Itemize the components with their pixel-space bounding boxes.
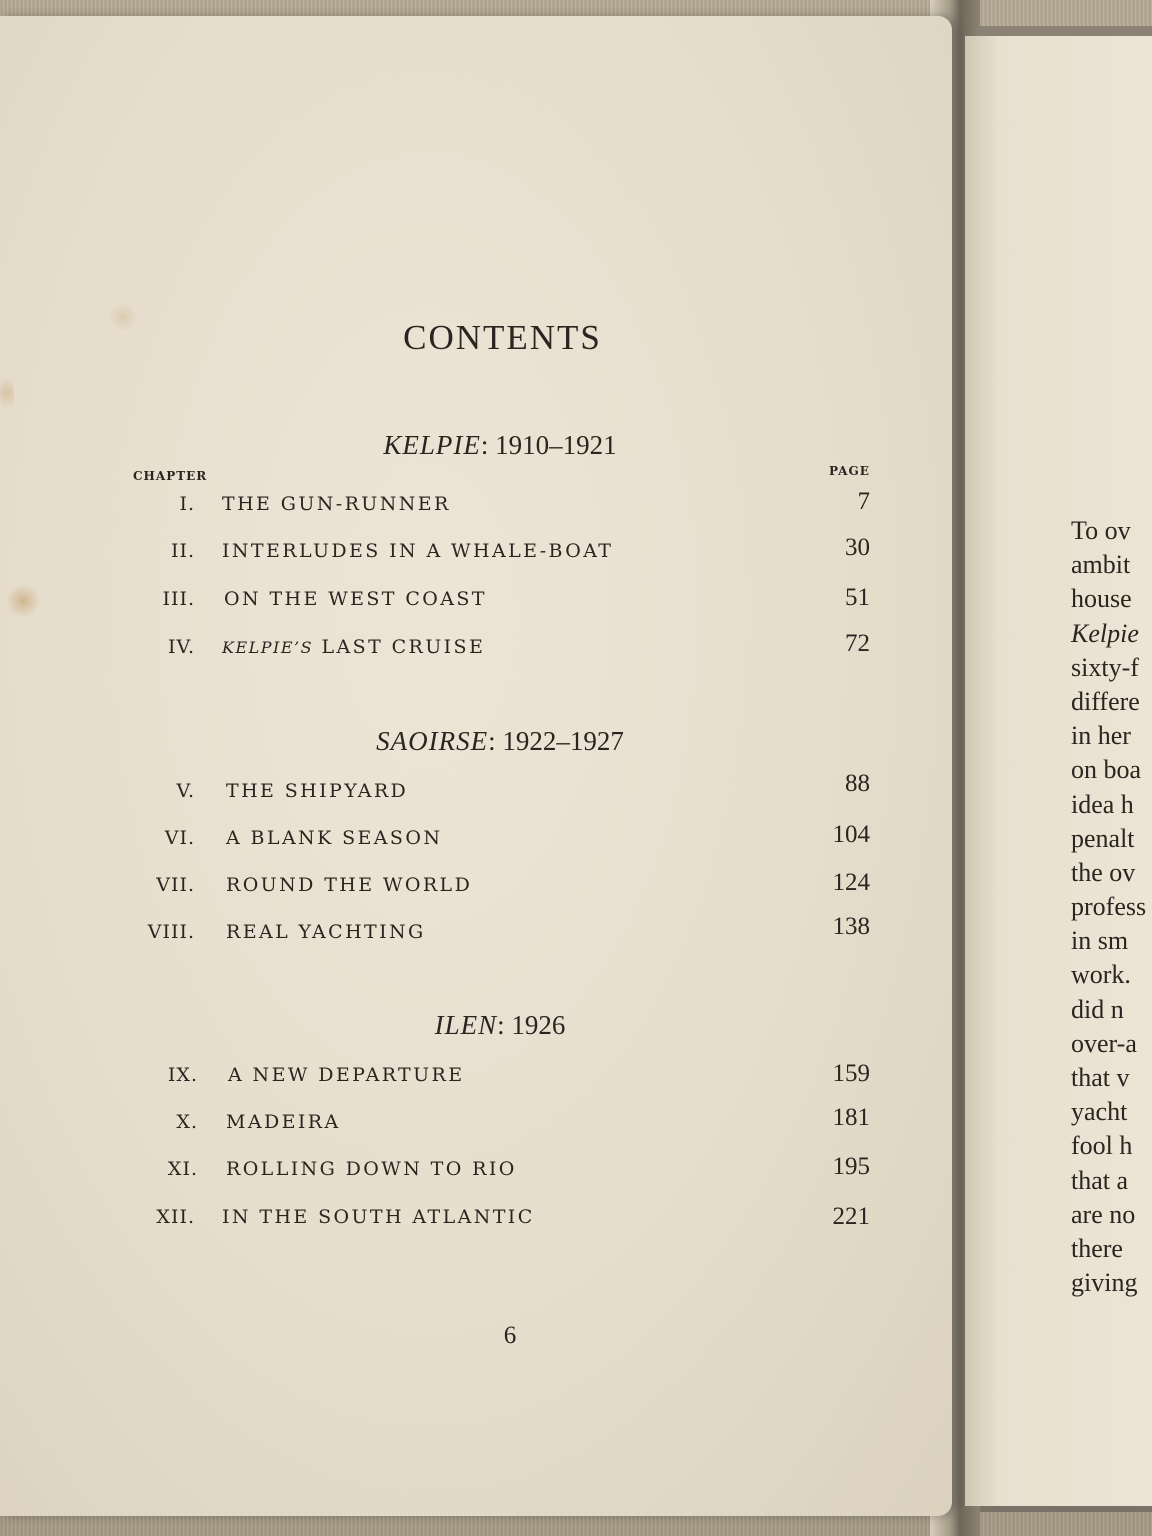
foxing-spot (0, 372, 14, 414)
text-line: in her (1071, 721, 1131, 751)
contents-page (0, 16, 952, 1516)
text-line: over-a (1071, 1028, 1137, 1058)
chapter-title: INTERLUDES IN A WHALE-BOAT (222, 540, 614, 562)
chapter-title: THE GUN-RUNNER (222, 493, 451, 515)
text-line: idea h (1071, 789, 1134, 819)
text-line: ambit (1071, 550, 1131, 580)
page-column-label: PAGE (829, 464, 870, 478)
page-number: 159 (832, 1060, 870, 1087)
page-number: 88 (845, 770, 870, 797)
text-line: profess (1071, 892, 1147, 922)
chapter-number: VIII. (147, 921, 195, 943)
chapter-title: ROLLING DOWN TO RIO (226, 1158, 517, 1180)
text-line: house (1071, 584, 1132, 614)
page-number: 30 (845, 534, 870, 561)
chapter-column-label: CHAPTER (133, 469, 208, 483)
text-line: differe (1071, 686, 1140, 716)
page-number: 104 (832, 821, 870, 848)
page-number: 124 (832, 869, 870, 896)
ship-name: SAOIRSE (376, 726, 489, 756)
separator: : (488, 726, 496, 756)
chapter-title: THE SHIPYARD (226, 780, 409, 802)
chapter-number: I. (179, 493, 195, 515)
separator: : (497, 1010, 505, 1040)
chapter-title: IN THE SOUTH ATLANTIC (222, 1206, 535, 1228)
years: 1922–1927 (502, 726, 624, 756)
text-line: penalt (1071, 823, 1135, 853)
chapter-title: ON THE WEST COAST (224, 588, 487, 610)
page-number: 138 (832, 913, 870, 940)
page-number: 195 (832, 1153, 870, 1180)
section-heading-saoirse (280, 726, 720, 757)
page-number: 181 (832, 1104, 870, 1131)
facing-page-text (1071, 514, 1152, 1300)
text-line: that a (1071, 1165, 1129, 1195)
text-line: on boa (1071, 755, 1142, 785)
chapter-number: VII. (156, 874, 195, 896)
chapter-title: MADEIRA (226, 1111, 341, 1133)
text-line: there (1071, 1233, 1123, 1263)
chapter-number: X. (176, 1111, 198, 1133)
ship-name: KELPIE (383, 430, 481, 460)
chapter-number: XII. (156, 1206, 195, 1228)
chapter-title (222, 636, 485, 658)
years: 1910–1921 (495, 430, 617, 460)
chapter-number: II. (170, 540, 195, 562)
chapter-number: VI. (164, 827, 195, 849)
text-line: Kelpie (1071, 618, 1139, 648)
text-line: in sm (1071, 926, 1129, 956)
contents-heading: CONTENTS (403, 318, 602, 357)
foxing-spot (6, 584, 40, 618)
ship-name: ILEN (434, 1010, 498, 1040)
page-number: 221 (832, 1203, 870, 1230)
text-line: yacht (1071, 1097, 1128, 1127)
text-line: fool h (1071, 1131, 1133, 1161)
text-line: did n (1071, 994, 1124, 1024)
text-line: work. (1071, 960, 1131, 990)
text-line: that v (1071, 1063, 1130, 1092)
years: 1926 (511, 1010, 566, 1040)
section-heading-ilen (280, 1010, 720, 1041)
chapter-number: IV. (168, 636, 195, 658)
page-number: 72 (845, 630, 870, 657)
chapter-title: ROUND THE WORLD (226, 874, 473, 896)
chapter-title: A NEW DEPARTURE (228, 1064, 465, 1086)
text-line: sixty-f (1071, 652, 1139, 682)
separator: : (480, 430, 489, 460)
chapter-title-italic: KELPIE’S (222, 638, 314, 657)
chapter-number: III. (162, 588, 195, 610)
text-line: are no (1071, 1199, 1136, 1229)
foxing-spot (108, 302, 138, 332)
chapter-number: V. (176, 780, 195, 802)
page-folio: 6 (503, 1322, 517, 1349)
chapter-number: IX. (167, 1064, 198, 1086)
chapter-title: A BLANK SEASON (226, 827, 443, 849)
section-heading-kelpie (280, 430, 720, 461)
chapter-title: REAL YACHTING (226, 921, 426, 943)
text-line: the ov (1071, 857, 1136, 887)
page-number: 7 (857, 488, 870, 515)
chapter-number: XI. (167, 1158, 198, 1180)
text-line: giving (1071, 1268, 1138, 1298)
chapter-title-rest: LAST CRUISE (321, 636, 486, 658)
text-line: To ov (1071, 516, 1131, 545)
page-number: 51 (845, 584, 870, 611)
